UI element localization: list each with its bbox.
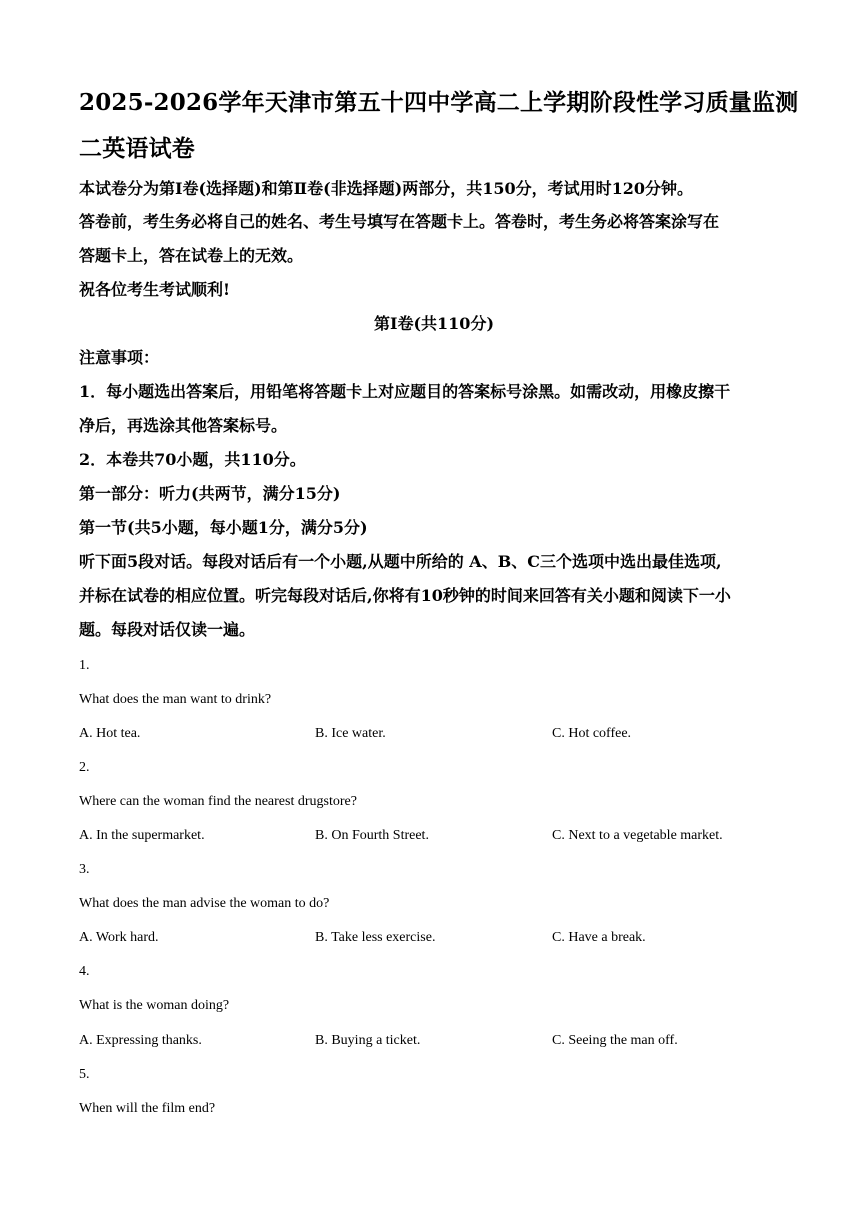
question-text: When will the film end? xyxy=(79,1101,216,1116)
question-number: 4. xyxy=(79,964,90,979)
question-number: 2. xyxy=(79,760,90,775)
intro-line-1: 本试卷分为第Ⅰ卷(选择题)和第Ⅱ卷(非选择题)两部分，共150分，考试用时120分钟。 xyxy=(79,179,694,198)
question-text: Where can the woman find the nearest drugstore? xyxy=(79,794,357,809)
question-text: What is the woman doing? xyxy=(79,998,230,1013)
instructions-line-1: 听下面5段对话。每段对话后有一个小题,从题中所给的 A、B、C三个选项中选出最佳选项, xyxy=(79,552,722,571)
notes-heading: 注意事项： xyxy=(79,348,160,367)
question-text: What does the man want to drink? xyxy=(79,692,272,707)
option-b: B. Buying a ticket. xyxy=(315,1033,421,1048)
option-c: C. Hot coffee. xyxy=(552,726,632,741)
option-a: A. Expressing thanks. xyxy=(79,1033,202,1048)
option-c: C. Next to a vegetable market. xyxy=(552,828,723,843)
volume-1-heading: 第Ⅰ卷(共110分) xyxy=(373,314,495,333)
question-number: 3. xyxy=(79,862,90,877)
option-c: C. Seeing the man off. xyxy=(552,1033,678,1048)
notes-item-2: 2．本卷共70小题，共110分。 xyxy=(79,450,306,469)
intro-line-2: 答卷前，考生务必将自己的姓名、考生号填写在答题卡上。答卷时，考生务必将答案涂写在 xyxy=(79,212,720,231)
question-number: 1. xyxy=(79,658,90,673)
option-b: B. Ice water. xyxy=(315,726,386,741)
instructions-line-2: 并标在试卷的相应位置。听完每段对话后,你将有10秒钟的时间来回答有关小题和阅读下一小 xyxy=(79,586,731,605)
exam-title-line-1: 2025-2026学年天津市第五十四中学高二上学期阶段性学习质量监测 xyxy=(79,89,799,116)
intro-line-3: 答题卡上，答在试卷上的无效。 xyxy=(79,246,304,265)
notes-item-1-line-2: 净后，再选涂其他答案标号。 xyxy=(79,416,288,435)
option-c: C. Have a break. xyxy=(552,930,646,945)
section-1-heading: 第一节(共5小题，每小题1分，满分5分) xyxy=(79,518,368,537)
option-b: B. Take less exercise. xyxy=(315,930,436,945)
question-text: What does the man advise the woman to do? xyxy=(79,896,330,911)
intro-line-4: 祝各位考生考试顺利! xyxy=(79,280,231,299)
option-a: A. In the supermarket. xyxy=(79,828,205,843)
option-b: B. On Fourth Street. xyxy=(315,828,429,843)
part-1-heading: 第一部分：听力(共两节，满分15分) xyxy=(79,484,341,503)
option-a: A. Hot tea. xyxy=(79,726,141,741)
option-a: A. Work hard. xyxy=(79,930,159,945)
exam-title-line-2: 二英语试卷 xyxy=(79,135,195,162)
notes-item-1-line-1: 1．每小题选出答案后，用铅笔将答题卡上对应题目的答案标号涂黑。如需改动，用橡皮擦干 xyxy=(79,382,731,401)
instructions-line-3: 题。每段对话仅读一遍。 xyxy=(79,620,256,639)
question-number: 5. xyxy=(79,1067,90,1082)
